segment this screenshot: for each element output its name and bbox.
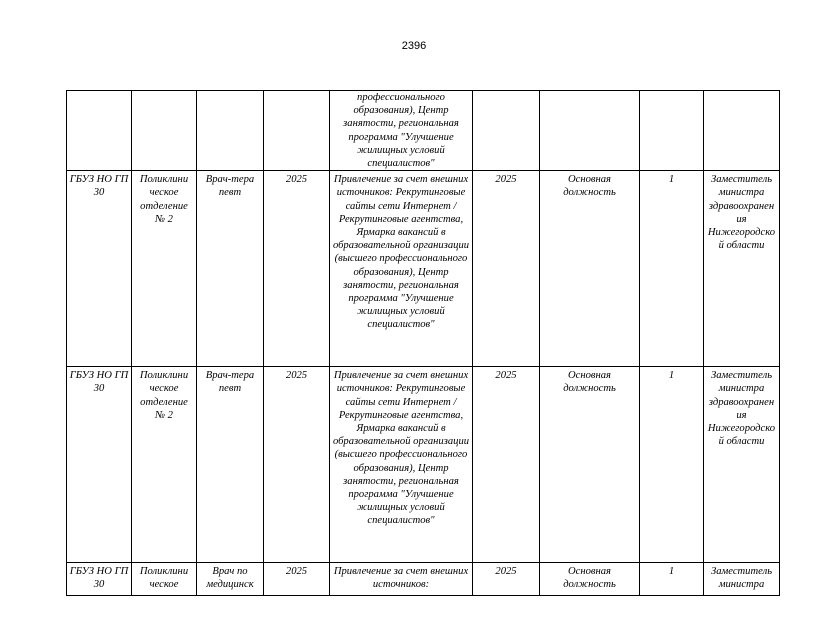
cell-institution: ГБУЗ НО ГП 30 bbox=[67, 563, 132, 596]
cell-department: Поликлини ческое bbox=[132, 563, 197, 596]
cell-count bbox=[640, 91, 704, 171]
cell-department: Поликлини ческое отделение № 2 bbox=[132, 171, 197, 367]
page-number: 2396 bbox=[401, 40, 427, 52]
cell-employment-type: Основная должность bbox=[540, 563, 640, 596]
cell-year: 2025 bbox=[264, 367, 330, 563]
cell-measures: Привлечение за счет внешних источников: bbox=[330, 563, 473, 596]
table-row bbox=[67, 171, 780, 367]
table-row bbox=[67, 563, 780, 596]
table-row bbox=[67, 91, 780, 171]
cell-position: Врач по медицинск bbox=[197, 563, 264, 596]
cell-employment-type bbox=[540, 91, 640, 171]
cell-year: 2025 bbox=[264, 563, 330, 596]
cell-institution: ГБУЗ НО ГП 30 bbox=[67, 367, 132, 563]
cell-count: 1 bbox=[640, 563, 704, 596]
cell-responsible: Заместитель министра bbox=[704, 563, 780, 596]
cell-year-2: 2025 bbox=[473, 563, 540, 596]
cell-institution: ГБУЗ НО ГП 30 bbox=[67, 171, 132, 367]
cell-responsible: Заместитель министра здравоохранен ия Нижегородско й области bbox=[704, 171, 780, 367]
cell-responsible bbox=[704, 91, 780, 171]
staffing-table bbox=[66, 90, 780, 596]
cell-employment-type: Основная должность bbox=[540, 367, 640, 563]
cell-year-2 bbox=[473, 91, 540, 171]
cell-year-2: 2025 bbox=[473, 171, 540, 367]
cell-institution bbox=[67, 91, 132, 171]
cell-responsible: Заместитель министра здравоохранен ия Нижегородско й области bbox=[704, 367, 780, 563]
cell-department: Поликлини ческое отделение № 2 bbox=[132, 367, 197, 563]
cell-measures: Привлечение за счет внешних источников: Рекрутинговые сайты сети Интернет / Рекрутинговые агентства, Ярмарка вакансий в образовательной организации (высшего профессионального образования), Центр занятости, региональная программа "Улучшение жилищных условий специалистов" bbox=[330, 367, 473, 563]
cell-count: 1 bbox=[640, 171, 704, 367]
cell-measures: Привлечение за счет внешних источников: Рекрутинговые сайты сети Интернет / Рекрутинговые агентства, Ярмарка вакансий в образовательной организации (высшего профессионального образования), Центр занятости, региональная программа "Улучшение жилищных условий специалистов" bbox=[330, 171, 473, 367]
cell-year-2: 2025 bbox=[473, 367, 540, 563]
cell-measures: профессионального образования), Центр занятости, региональная программа "Улучшение жилищных условий специалистов" bbox=[330, 91, 473, 171]
cell-employment-type: Основная должность bbox=[540, 171, 640, 367]
cell-department bbox=[132, 91, 197, 171]
cell-count: 1 bbox=[640, 367, 704, 563]
table-row bbox=[67, 367, 780, 563]
cell-position: Врач-тера певт bbox=[197, 367, 264, 563]
cell-position bbox=[197, 91, 264, 171]
cell-year bbox=[264, 91, 330, 171]
cell-position: Врач-тера певт bbox=[197, 171, 264, 367]
cell-year: 2025 bbox=[264, 171, 330, 367]
